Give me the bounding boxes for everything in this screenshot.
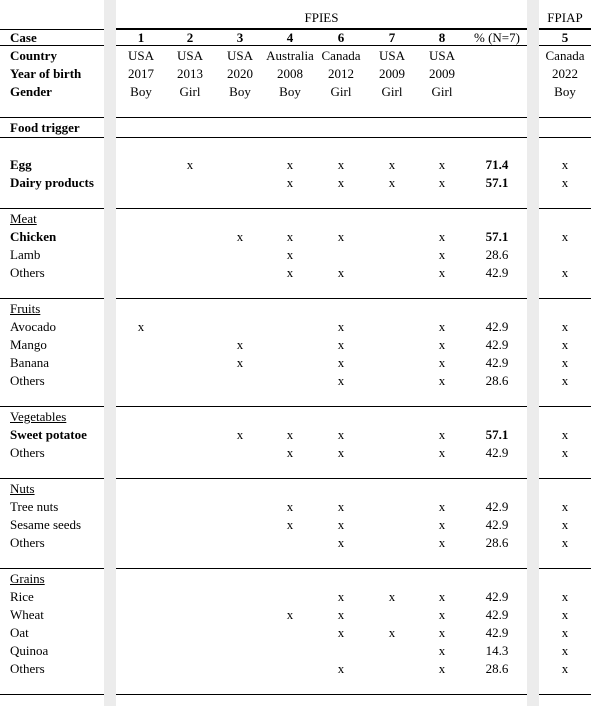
food-trigger-bottom-rule-1 bbox=[116, 137, 527, 138]
row-label: Avocado bbox=[10, 319, 56, 334]
trigger-mark: x bbox=[388, 625, 396, 640]
fpiap-mark: x bbox=[561, 661, 569, 676]
trigger-mark: x bbox=[438, 517, 446, 532]
case-number: 5 bbox=[561, 30, 569, 45]
trigger-mark: x bbox=[337, 157, 345, 172]
case-year: 2012 bbox=[328, 66, 354, 81]
row-label: Chicken bbox=[10, 229, 57, 244]
row-percent: 42.9 bbox=[485, 499, 509, 514]
case-number: 7 bbox=[388, 30, 396, 45]
trigger-mark: x bbox=[438, 445, 446, 460]
section-rule-2 bbox=[539, 208, 591, 209]
trigger-mark: x bbox=[286, 517, 294, 532]
section-title: Vegetables bbox=[10, 409, 67, 424]
case-gender: Boy bbox=[279, 84, 301, 99]
trigger-mark: x bbox=[286, 229, 294, 244]
case-country: USA bbox=[226, 48, 253, 63]
case-country: Canada bbox=[321, 48, 361, 63]
row-label: Egg bbox=[10, 157, 32, 172]
row-percent: 57.1 bbox=[485, 427, 509, 442]
trigger-mark: x bbox=[337, 625, 345, 640]
row-percent: 42.9 bbox=[485, 355, 509, 370]
trigger-mark: x bbox=[438, 373, 446, 388]
section-rule-0 bbox=[0, 568, 104, 569]
fpiap-mark: x bbox=[561, 607, 569, 622]
case-year: 2009 bbox=[429, 66, 455, 81]
case-label: Case bbox=[10, 30, 37, 45]
row-label: Others bbox=[10, 535, 45, 550]
row-label: Banana bbox=[10, 355, 49, 370]
row-percent: 71.4 bbox=[485, 157, 509, 172]
case-year: 2009 bbox=[379, 66, 405, 81]
case-gender: Girl bbox=[330, 84, 352, 99]
trigger-mark: x bbox=[337, 535, 345, 550]
table-bottom-rule-2 bbox=[539, 694, 591, 695]
section-rule-1 bbox=[116, 478, 527, 479]
trigger-mark: x bbox=[337, 373, 345, 388]
trigger-mark: x bbox=[337, 661, 345, 676]
row-label: Lamb bbox=[10, 247, 41, 262]
trigger-mark: x bbox=[438, 625, 446, 640]
case-gender: Boy bbox=[229, 84, 251, 99]
section-rule-0 bbox=[0, 298, 104, 299]
food-trigger-bottom-rule-0 bbox=[0, 137, 104, 138]
food-trigger-top-rule-0 bbox=[0, 117, 104, 118]
case-number: 3 bbox=[236, 30, 244, 45]
trigger-mark: x bbox=[438, 247, 446, 262]
trigger-mark: x bbox=[438, 319, 446, 334]
trigger-mark: x bbox=[186, 157, 194, 172]
row-label: Others bbox=[10, 265, 45, 280]
case-year: 2020 bbox=[227, 66, 253, 81]
row-label: Others bbox=[10, 373, 45, 388]
trigger-mark: x bbox=[438, 157, 446, 172]
case-country: USA bbox=[127, 48, 154, 63]
case-gender: Girl bbox=[381, 84, 403, 99]
row-percent: 28.6 bbox=[485, 247, 509, 262]
fpiap-mark: x bbox=[561, 373, 569, 388]
trigger-mark: x bbox=[236, 355, 244, 370]
case-number: 1 bbox=[137, 30, 145, 45]
trigger-mark: x bbox=[286, 157, 294, 172]
trigger-mark: x bbox=[438, 643, 446, 658]
row-percent: 14.3 bbox=[485, 643, 509, 658]
case-number: 6 bbox=[337, 30, 345, 45]
trigger-mark: x bbox=[438, 175, 446, 190]
case-country: USA bbox=[176, 48, 203, 63]
row-percent: 42.9 bbox=[485, 265, 509, 280]
trigger-mark: x bbox=[286, 607, 294, 622]
case-country: USA bbox=[378, 48, 405, 63]
trigger-mark: x bbox=[438, 265, 446, 280]
trigger-mark: x bbox=[337, 445, 345, 460]
trigger-mark: x bbox=[286, 175, 294, 190]
food-trigger-bottom-rule-2 bbox=[539, 137, 591, 138]
row-percent: 28.6 bbox=[485, 535, 509, 550]
trigger-mark: x bbox=[438, 229, 446, 244]
row-label: Others bbox=[10, 661, 45, 676]
trigger-mark: x bbox=[286, 265, 294, 280]
row-label: Oat bbox=[10, 625, 29, 640]
section-rule-2 bbox=[539, 298, 591, 299]
trigger-mark: x bbox=[438, 535, 446, 550]
trigger-mark: x bbox=[337, 229, 345, 244]
percent-header: % (N=7) bbox=[474, 30, 520, 45]
case-country: USA bbox=[428, 48, 455, 63]
trigger-mark: x bbox=[286, 247, 294, 262]
fpiap-mark: x bbox=[561, 499, 569, 514]
fpiap-mark: x bbox=[561, 175, 569, 190]
shaded-gap-right bbox=[527, 0, 539, 706]
fpiap-mark: x bbox=[561, 157, 569, 172]
section-rule-0 bbox=[0, 478, 104, 479]
row-percent: 42.9 bbox=[485, 445, 509, 460]
trigger-mark: x bbox=[286, 499, 294, 514]
fpiap-group-header: FPIAP bbox=[547, 10, 583, 25]
row-percent: 42.9 bbox=[485, 589, 509, 604]
row-percent: 42.9 bbox=[485, 625, 509, 640]
row-percent: 42.9 bbox=[485, 517, 509, 532]
trigger-mark: x bbox=[438, 607, 446, 622]
section-rule-2 bbox=[539, 478, 591, 479]
fpiap-mark: x bbox=[561, 445, 569, 460]
trigger-mark: x bbox=[337, 265, 345, 280]
case-gender: Boy bbox=[554, 84, 576, 99]
trigger-mark: x bbox=[337, 355, 345, 370]
trigger-mark: x bbox=[438, 499, 446, 514]
case-gender: Girl bbox=[179, 84, 201, 99]
row-percent: 42.9 bbox=[485, 607, 509, 622]
case-year: 2013 bbox=[177, 66, 203, 81]
row-percent: 42.9 bbox=[485, 319, 509, 334]
row-percent: 28.6 bbox=[485, 661, 509, 676]
fpiap-mark: x bbox=[561, 625, 569, 640]
trigger-mark: x bbox=[438, 355, 446, 370]
row-percent: 42.9 bbox=[485, 337, 509, 352]
trigger-mark: x bbox=[236, 427, 244, 442]
trigger-mark: x bbox=[337, 175, 345, 190]
shaded-gap-left bbox=[104, 0, 116, 706]
food-trigger-top-rule-1 bbox=[116, 117, 527, 118]
row-percent: 57.1 bbox=[485, 229, 509, 244]
row-label: Sesame seeds bbox=[10, 517, 82, 532]
trigger-mark: x bbox=[438, 589, 446, 604]
section-rule-2 bbox=[539, 406, 591, 407]
case-country: Australia bbox=[266, 48, 314, 63]
trigger-mark: x bbox=[236, 229, 244, 244]
fpiap-mark: x bbox=[561, 643, 569, 658]
section-rule-1 bbox=[116, 568, 527, 569]
fpiap-mark: x bbox=[561, 355, 569, 370]
trigger-mark: x bbox=[236, 337, 244, 352]
year-of-birth-label: Year of birth bbox=[10, 66, 82, 81]
trigger-mark: x bbox=[337, 427, 345, 442]
trigger-mark: x bbox=[337, 499, 345, 514]
section-rule-1 bbox=[116, 406, 527, 407]
section-title: Fruits bbox=[10, 301, 41, 316]
case-number: 4 bbox=[286, 30, 294, 45]
trigger-mark: x bbox=[286, 445, 294, 460]
section-rule-1 bbox=[116, 298, 527, 299]
fpiap-mark: x bbox=[561, 427, 569, 442]
row-label: Mango bbox=[10, 337, 47, 352]
trigger-mark: x bbox=[337, 607, 345, 622]
fpiap-mark: x bbox=[561, 229, 569, 244]
section-title: Grains bbox=[10, 571, 45, 586]
trigger-mark: x bbox=[438, 661, 446, 676]
fpiap-mark: x bbox=[561, 319, 569, 334]
table-bottom-rule-0 bbox=[0, 694, 104, 695]
section-title: Meat bbox=[10, 211, 37, 226]
case-country: Canada bbox=[545, 48, 585, 63]
trigger-mark: x bbox=[286, 427, 294, 442]
case-year: 2017 bbox=[128, 66, 154, 81]
case-year: 2022 bbox=[552, 66, 578, 81]
case-year: 2008 bbox=[277, 66, 303, 81]
trigger-mark: x bbox=[337, 319, 345, 334]
trigger-mark: x bbox=[137, 319, 145, 334]
case-row-rule-0 bbox=[0, 45, 104, 46]
food-trigger-top-rule-2 bbox=[539, 117, 591, 118]
trigger-mark: x bbox=[337, 517, 345, 532]
case-number: 8 bbox=[438, 30, 446, 45]
case-gender: Boy bbox=[130, 84, 152, 99]
section-rule-2 bbox=[539, 568, 591, 569]
fpiap-mark: x bbox=[561, 265, 569, 280]
case-gender: Girl bbox=[431, 84, 453, 99]
row-label: Wheat bbox=[10, 607, 44, 622]
section-rule-1 bbox=[116, 208, 527, 209]
trigger-mark: x bbox=[337, 589, 345, 604]
row-label: Others bbox=[10, 445, 45, 460]
row-label: Sweet potatoe bbox=[10, 427, 87, 442]
row-label: Tree nuts bbox=[10, 499, 59, 514]
trigger-mark: x bbox=[438, 337, 446, 352]
trigger-mark: x bbox=[388, 589, 396, 604]
row-percent: 57.1 bbox=[485, 175, 509, 190]
table-bottom-rule-1 bbox=[116, 694, 527, 695]
row-label: Rice bbox=[10, 589, 34, 604]
trigger-mark: x bbox=[388, 175, 396, 190]
trigger-mark: x bbox=[388, 157, 396, 172]
row-percent: 28.6 bbox=[485, 373, 509, 388]
fpiap-mark: x bbox=[561, 535, 569, 550]
gender-label: Gender bbox=[10, 84, 52, 99]
trigger-mark: x bbox=[438, 427, 446, 442]
fpiap-mark: x bbox=[561, 517, 569, 532]
country-label: Country bbox=[10, 48, 57, 63]
fpies-group-header: FPIES bbox=[304, 10, 339, 25]
row-label: Dairy products bbox=[10, 175, 94, 190]
section-title: Nuts bbox=[10, 481, 35, 496]
header-top-rule-0 bbox=[0, 29, 104, 30]
case-number: 2 bbox=[186, 30, 194, 45]
fpiap-mark: x bbox=[561, 337, 569, 352]
trigger-mark: x bbox=[337, 337, 345, 352]
food-trigger-label: Food trigger bbox=[10, 120, 80, 135]
row-label: Quinoa bbox=[10, 643, 49, 658]
fpiap-mark: x bbox=[561, 589, 569, 604]
section-rule-0 bbox=[0, 406, 104, 407]
section-rule-0 bbox=[0, 208, 104, 209]
